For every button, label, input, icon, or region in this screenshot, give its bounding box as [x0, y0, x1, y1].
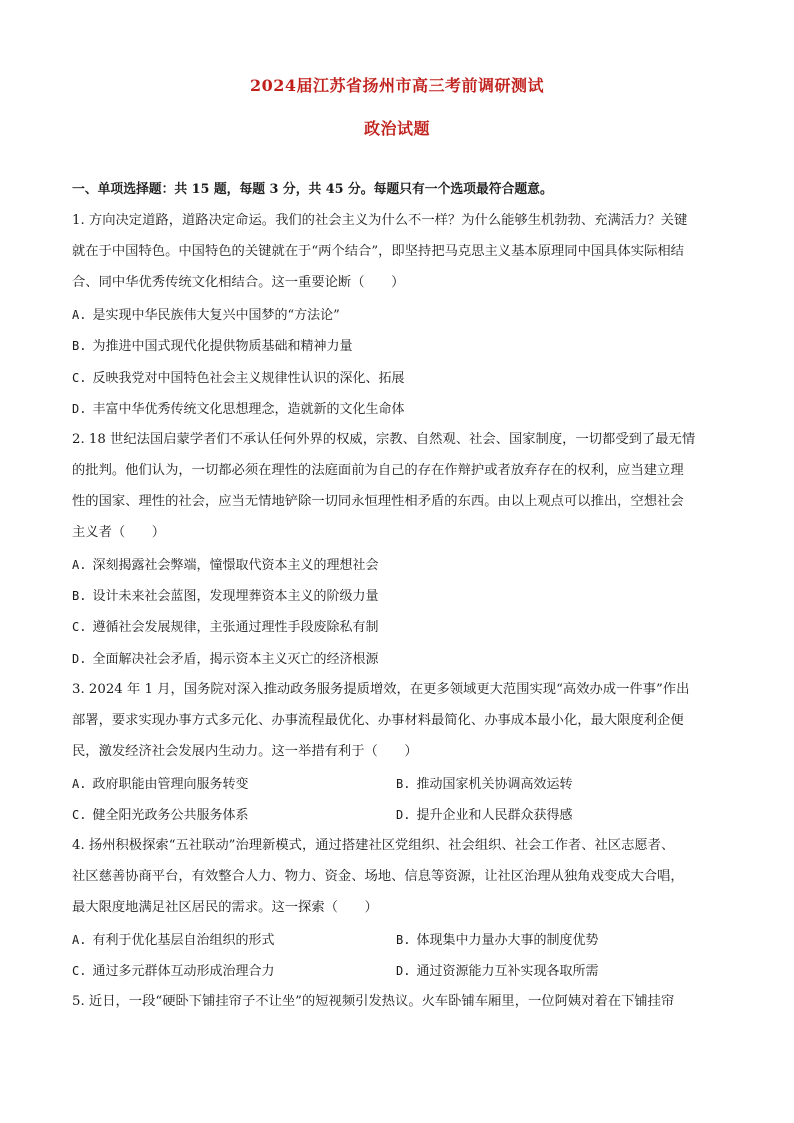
q3-option-c	[72, 805, 248, 826]
q4-line-1: 4. 扬州积极探索“五社联动”治理新模式，通过搭建社区党组织、社会组织、社会工作者、社区志愿者、	[72, 838, 675, 853]
q3-option-b-text: 推动国家机关协调高效运转	[416, 777, 573, 792]
q3-line-2: 部署，要求实现办事方式多元化、办事流程最优化、办事材料最简化、办事成本最小化，最大限度利企便	[72, 713, 684, 728]
q2-option-d-text: 全面解决社会矛盾，揭示资本主义灭亡的经济根源	[92, 652, 379, 667]
section-heading: 一、单项选择题：共 15 题，每题 3 分，共 45 分。每题只有一个选项最符合题意。	[72, 182, 553, 197]
q3-option-d-letter: D.	[396, 808, 411, 822]
q4-line-3: 最大限度地满足社区居民的需求。这一探索（ ）	[72, 900, 378, 915]
q3-option-c-text: 健全阳光政务公共服务体系	[92, 808, 249, 823]
q2-option-b-text: 设计未来社会蓝图，发现埋葬资本主义的阶级力量	[92, 589, 379, 604]
q4-line-2: 社区慈善协商平台，有效整合人力、物力、资金、场地、信息等资源，让社区治理从独角戏变成大合唱，	[72, 869, 684, 884]
q4-option-a	[72, 930, 274, 951]
q2-option-a-letter: A.	[72, 558, 87, 572]
q3-line-1: 3. 2024 年 1 月，国务院对深入推动政务服务提质增效，在更多领域更大范围实现“高效办成一件事”作出	[72, 682, 690, 697]
q2-line-2: 的批判。他们认为，一切都必须在理性的法庭面前为自己的存在作辩护或者放弃存在的权利，应当建立理	[72, 463, 684, 478]
q3-option-a-text: 政府职能由管理向服务转变	[92, 777, 249, 792]
q1-line-1: 1. 方向决定道路，道路决定命运。我们的社会主义为什么不一样？为什么能够生机勃勃、充满活力？关键	[72, 213, 688, 228]
exam-title: 2024届江苏省扬州市高三考前调研测试	[249, 76, 545, 95]
q2-option-c-letter: C.	[72, 620, 87, 634]
q1-option-c	[72, 368, 404, 389]
q2-line-4: 主义者（ ）	[72, 525, 166, 540]
q1-line-3: 合、同中华优秀传统文化相结合。这一重要论断（ ）	[72, 275, 405, 290]
q1-option-a-letter: A.	[72, 308, 87, 322]
q1-option-b	[72, 336, 352, 357]
q1-option-c-text: 反映我党对中国特色社会主义规律性认识的深化、拓展	[92, 371, 405, 386]
q1-option-c-letter: C.	[72, 371, 87, 385]
q1-option-d-text: 丰富中华优秀传统文化思想理念，造就新的文化生命体	[92, 402, 405, 417]
q4-option-d-text: 通过资源能力互补实现各取所需	[416, 964, 599, 979]
q4-option-a-letter: A.	[72, 933, 87, 947]
q2-option-b-letter: B.	[72, 589, 87, 603]
q4-option-b-text: 体现集中力量办大事的制度优势	[416, 933, 599, 948]
q4-option-d	[396, 961, 598, 982]
q4-option-a-text: 有利于优化基层自治组织的形式	[92, 933, 275, 948]
q3-option-d-text: 提升企业和人民群众获得感	[416, 808, 573, 823]
q2-option-c	[72, 617, 378, 638]
q3-option-d	[396, 805, 572, 826]
q2-option-a-text: 深刻揭露社会弊端，憧憬取代资本主义的理想社会	[92, 558, 379, 573]
q3-line-3: 民，激发经济社会发展内生动力。这一举措有利于（ ）	[72, 744, 418, 759]
q1-option-b-text: 为推进中国式现代化提供物质基础和精神力量	[92, 339, 353, 354]
q4-option-c-letter: C.	[72, 964, 87, 978]
q4-option-c	[72, 961, 274, 982]
q1-option-d	[72, 399, 404, 420]
q2-line-1: 2. 18 世纪法国启蒙学者们不承认任何外界的权威，宗教、自然观、社会、国家制度，一切都受到了最无情	[72, 432, 696, 447]
q3-option-b-letter: B.	[396, 777, 411, 791]
q1-option-a	[72, 305, 340, 326]
q3-option-c-letter: C.	[72, 808, 87, 822]
exam-subtitle: 政治试题	[363, 119, 430, 138]
q3-option-a-letter: A.	[72, 777, 87, 791]
q4-option-c-text: 通过多元群体互动形成治理合力	[92, 964, 275, 979]
q4-option-b	[396, 930, 598, 951]
q5-line-1: 5. 近日，一段“硬卧下铺挂帘子不让坐”的短视频引发热议。火车卧铺车厢里，一位阿姨对着在下铺挂帘	[72, 994, 675, 1009]
q2-option-d-letter: D.	[72, 652, 87, 666]
q2-option-a	[72, 555, 378, 576]
q4-option-b-letter: B.	[396, 933, 411, 947]
q1-option-b-letter: B.	[72, 339, 87, 353]
q2-option-d	[72, 649, 378, 670]
q1-line-2: 就在于中国特色。中国特色的关键就在于“两个结合”，即坚持把马克思主义基本原理同中国具体实际相结	[72, 244, 684, 259]
q2-option-b	[72, 586, 378, 607]
q1-option-a-text: 是实现中华民族伟大复兴中国梦的“方法论”	[92, 308, 340, 323]
q3-option-a	[72, 774, 248, 795]
q2-option-c-text: 遵循社会发展规律，主张通过理性手段废除私有制	[92, 620, 379, 635]
q3-option-b	[396, 774, 572, 795]
q2-line-3: 性的国家、理性的社会，应当无情地铲除一切同永恒理性相矛盾的东西。由以上观点可以推出，空想社会	[72, 494, 684, 509]
q1-option-d-letter: D.	[72, 402, 87, 416]
q4-option-d-letter: D.	[396, 964, 411, 978]
